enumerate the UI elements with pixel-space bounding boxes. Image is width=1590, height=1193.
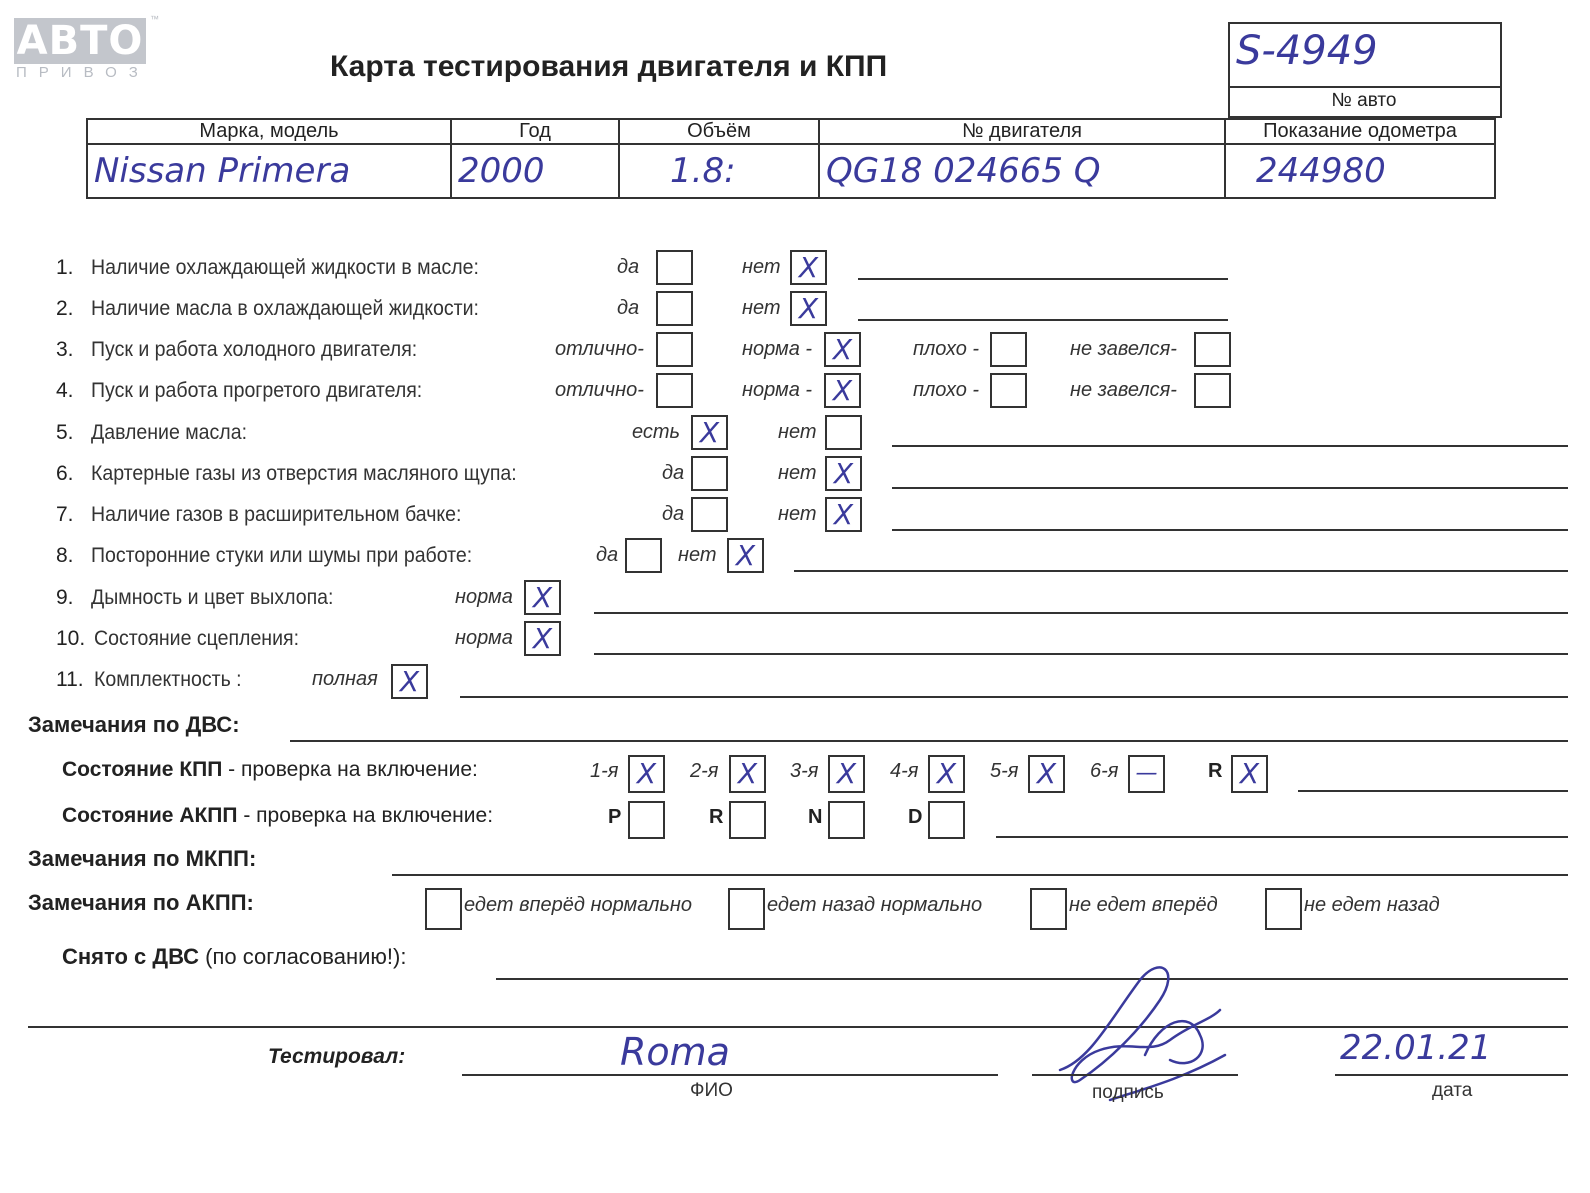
position-checkbox[interactable] — [729, 801, 766, 839]
gear-label: 1-я — [590, 760, 619, 782]
remark-line — [594, 612, 1568, 614]
removed-label — [62, 944, 406, 970]
removed-line — [496, 978, 1568, 980]
checkbox-mark: X — [1036, 757, 1057, 790]
col-odometer: Показание одометра — [1225, 119, 1495, 144]
option-label: норма - — [742, 338, 813, 360]
checkbox-mark: X — [832, 333, 853, 366]
gear-label: 2-я — [690, 760, 719, 782]
option-label: да — [662, 462, 685, 484]
position-checkbox[interactable] — [628, 801, 665, 839]
remark-line — [892, 487, 1568, 489]
checkbox[interactable] — [656, 250, 693, 285]
checkbox-mark: X — [833, 498, 854, 531]
position-checkbox[interactable] — [928, 801, 965, 839]
dvs-remarks-label: Замечания по ДВС: — [28, 712, 240, 737]
checkbox[interactable] — [825, 415, 862, 450]
item-question: Комплектность : — [94, 668, 242, 691]
akpp-remark-checkbox[interactable] — [728, 888, 765, 930]
checkbox[interactable] — [656, 373, 693, 408]
checkbox[interactable] — [691, 497, 728, 532]
akpp-remark-line — [996, 836, 1568, 838]
option-label: норма - — [742, 379, 813, 401]
option-label: плохо - — [913, 379, 980, 401]
checkbox-mark: X — [936, 757, 957, 790]
auto-number-value: S-4949 — [1236, 28, 1378, 74]
kpp-label-bold: Состояние КПП — [62, 758, 223, 781]
mkpp-remarks-line — [392, 874, 1568, 876]
checkbox[interactable] — [691, 456, 728, 491]
checkbox-mark: X — [798, 251, 819, 284]
akpp-remark-checkbox[interactable] — [425, 888, 462, 930]
position-checkbox[interactable] — [828, 801, 865, 839]
logo-trademark: ™ — [150, 14, 159, 24]
removed-label-bold: Снято с ДВС — [62, 944, 200, 969]
item-question: Пуск и работа холодного двигателя: — [91, 338, 418, 361]
akpp-remark-option: едет назад нормально — [767, 894, 983, 916]
checkbox-mark: — — [1135, 761, 1158, 786]
checkbox-mark: X — [532, 581, 553, 614]
option-label: да — [662, 503, 685, 525]
item-question: Давление масла: — [91, 421, 247, 444]
option-label: полная — [312, 668, 378, 690]
option-label: да — [596, 544, 619, 566]
item-question: Наличие охлаждающей жидкости в масле: — [91, 256, 479, 279]
page-title: Карта тестирования двигателя и КПП — [330, 50, 888, 83]
item-number: 5. — [56, 421, 74, 444]
mkpp-remarks-label: Замечания по МКПП: — [28, 846, 257, 871]
col-year: Год — [451, 119, 619, 144]
checkbox-mark: X — [832, 374, 853, 407]
position-label: D — [908, 806, 923, 828]
col-volume: Объём — [619, 119, 819, 144]
akpp-remark-option: не едет вперёд — [1069, 894, 1218, 916]
fio-label: ФИО — [690, 1080, 733, 1101]
checkbox-mark: X — [833, 457, 854, 490]
option-label: нет — [678, 544, 717, 566]
checkbox-mark: X — [836, 757, 857, 790]
auto-number-divider — [1228, 86, 1500, 88]
checkbox-mark: X — [1239, 757, 1260, 790]
kpp-label — [62, 758, 478, 782]
item-question: Дымность и цвет выхлопа: — [91, 586, 334, 609]
option-label: нет — [778, 503, 817, 525]
checkbox[interactable] — [990, 373, 1027, 408]
akpp-remark-option: не едет назад — [1304, 894, 1440, 916]
remark-line — [794, 570, 1568, 572]
item-number: 11. — [56, 668, 84, 691]
option-label: норма — [455, 627, 513, 649]
remark-line — [858, 319, 1228, 321]
date-label: дата — [1432, 1080, 1473, 1101]
item-number: 3. — [56, 338, 74, 361]
volume-value: 1.8: — [619, 144, 819, 198]
checkbox[interactable] — [990, 332, 1027, 367]
gear-label: R — [1208, 760, 1223, 782]
option-label: нет — [778, 462, 817, 484]
gear-label: 4-я — [890, 760, 919, 782]
removed-label-rest: (по согласованию!): — [199, 944, 407, 969]
checkbox-mark: X — [798, 292, 819, 325]
item-number: 6. — [56, 462, 74, 485]
option-label: да — [617, 256, 640, 278]
checkbox-mark: X — [399, 665, 420, 698]
option-label: не завелся- — [1070, 379, 1177, 401]
checkbox-mark: X — [532, 622, 553, 655]
logo-subtitle: ПРИВОЗ — [16, 64, 150, 81]
item-number: 1. — [56, 256, 74, 279]
akpp-label — [62, 804, 493, 828]
position-label: R — [709, 806, 724, 828]
year-value: 2000 — [451, 144, 619, 198]
date-line — [1335, 1074, 1568, 1076]
remark-line — [460, 696, 1568, 698]
checkbox[interactable] — [656, 332, 693, 367]
fio-line — [462, 1074, 998, 1076]
engine-no-value: QG18 024665 Q — [819, 144, 1225, 198]
remark-line — [594, 653, 1568, 655]
checkbox-mark: X — [699, 416, 720, 449]
checkbox-mark: X — [737, 757, 758, 790]
item-number: 4. — [56, 379, 74, 402]
odometer-value: 244980 — [1225, 144, 1495, 198]
item-question: Наличие масла в охлаждающей жидкости: — [91, 297, 479, 320]
item-question: Картерные газы из отверстия масляного щупа: — [91, 462, 517, 485]
model-value: Nissan Primera — [87, 144, 451, 198]
akpp-label-bold: Состояние АКПП — [62, 804, 238, 827]
signature-label: подпись — [1092, 1082, 1164, 1103]
col-model: Марка, модель — [87, 119, 451, 144]
dvs-remarks-line — [290, 740, 1568, 742]
item-number: 2. — [56, 297, 74, 320]
akpp-remark-checkbox[interactable] — [1030, 888, 1067, 930]
tester-name: Roma — [620, 1030, 730, 1074]
option-label: норма — [455, 586, 513, 608]
gear-label: 3-я — [790, 760, 819, 782]
position-label: P — [608, 806, 622, 828]
auto-number-label: № авто — [1331, 90, 1397, 111]
checkbox-mark: X — [735, 539, 756, 572]
test-date: 22.01.21 — [1340, 1028, 1492, 1068]
removed-line-2 — [28, 1026, 1568, 1028]
akpp-remarks-label: Замечания по АКПП: — [28, 890, 254, 915]
item-question: Состояние сцепления: — [94, 627, 300, 650]
position-label: N — [808, 806, 823, 828]
option-label: нет — [778, 421, 817, 443]
option-label: есть — [632, 421, 681, 443]
gear-label: 5-я — [990, 760, 1019, 782]
remark-line — [892, 529, 1568, 531]
checkbox[interactable] — [1194, 373, 1231, 408]
kpp-label-rest: - проверка на включение: — [222, 758, 478, 781]
option-label: нет — [742, 297, 781, 319]
checkbox[interactable] — [625, 538, 662, 573]
akpp-remark-checkbox[interactable] — [1265, 888, 1302, 930]
option-label: плохо - — [913, 338, 980, 360]
option-label: не завелся- — [1070, 338, 1177, 360]
col-engine-no: № двигателя — [819, 119, 1225, 144]
kpp-remark-line — [1298, 790, 1568, 792]
item-number: 8. — [56, 544, 74, 567]
item-question: Наличие газов в расширительном бачке: — [91, 503, 462, 526]
gear-label: 6-я — [1090, 760, 1119, 782]
checkbox[interactable] — [1194, 332, 1231, 367]
checkbox[interactable] — [656, 291, 693, 326]
akpp-label-rest: - проверка на включение: — [237, 804, 494, 827]
signature-line — [1032, 1074, 1238, 1076]
option-label: нет — [742, 256, 781, 278]
tested-by-label: Тестировал: — [268, 1045, 406, 1068]
akpp-remark-option: едет вперёд нормально — [464, 894, 693, 916]
option-label: отлично- — [555, 379, 644, 401]
item-number: 9. — [56, 586, 74, 609]
remark-line — [892, 445, 1568, 447]
item-question: Посторонние стуки или шумы при работе: — [91, 544, 473, 567]
item-number: 10. — [56, 627, 86, 650]
option-label: отлично- — [555, 338, 644, 360]
item-question: Пуск и работа прогретого двигателя: — [91, 379, 423, 402]
vehicle-table — [86, 118, 1496, 199]
option-label: да — [617, 297, 640, 319]
item-number: 7. — [56, 503, 74, 526]
logo: АВТО — [14, 18, 146, 64]
remark-line — [858, 278, 1228, 280]
checkbox-mark: X — [636, 757, 657, 790]
